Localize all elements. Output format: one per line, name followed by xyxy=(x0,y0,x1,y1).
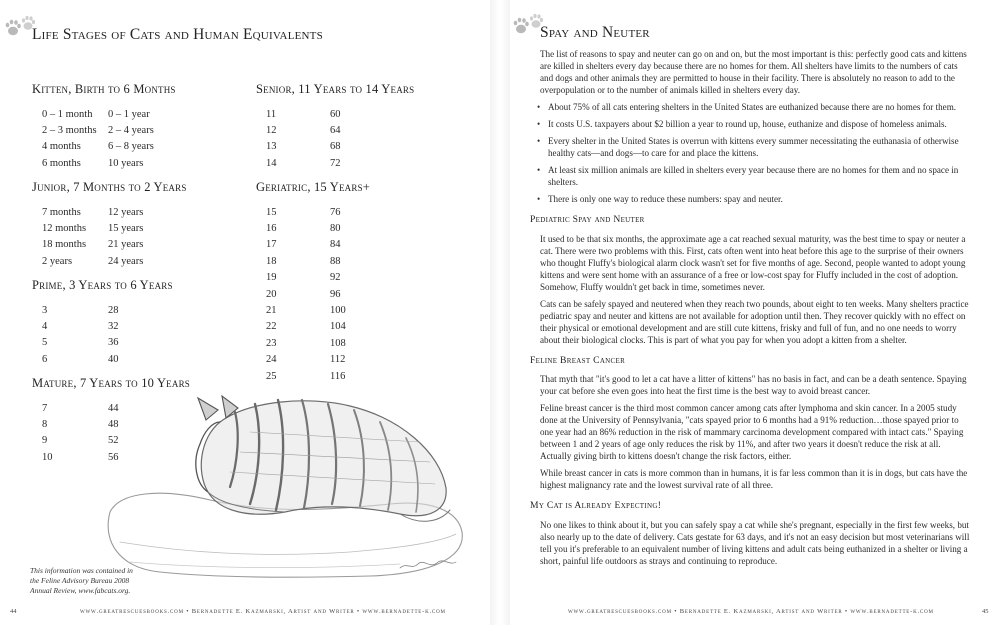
page-number: 45 xyxy=(982,608,989,615)
human-age: 88 xyxy=(330,255,341,267)
cat-age: 14 xyxy=(266,157,277,169)
table-row xyxy=(32,139,176,155)
table-row xyxy=(32,335,173,351)
article-body xyxy=(530,48,972,572)
table-row xyxy=(256,286,370,302)
human-age: 36 xyxy=(108,337,119,349)
table-row xyxy=(32,302,173,318)
list-item: • Every shelter in the United States is overrun with kittens every summer necessitating the euthanasia of otherwise healthy cats—and dogs—to care for and place the kittens. xyxy=(540,135,972,159)
table-row xyxy=(256,352,370,368)
stage-heading: Junior, 7 Months to 2 Years xyxy=(32,180,187,194)
cat-age: 16 xyxy=(266,223,277,235)
table-row xyxy=(256,253,370,269)
cat-age: 10 xyxy=(42,451,53,463)
table-row xyxy=(256,204,370,220)
human-age: 32 xyxy=(108,321,119,333)
list-item: • At least six million animals are killed in shelters every year because there are no homes for them and no space in shelters. xyxy=(540,164,972,188)
human-age: 112 xyxy=(330,354,346,366)
cat-age: 9 xyxy=(42,435,48,447)
page-number: 44 xyxy=(10,608,17,615)
cat-age: 17 xyxy=(266,239,277,251)
cat-age: 22 xyxy=(266,321,277,333)
cat-age: 6 months xyxy=(42,157,81,169)
stage-kitten xyxy=(32,82,176,172)
stage-geriatric xyxy=(256,180,370,384)
table-row xyxy=(256,368,370,384)
page-title: Spay and Neuter xyxy=(540,24,650,41)
human-age: 92 xyxy=(330,272,341,284)
human-age: 15 years xyxy=(108,223,144,235)
human-age: 100 xyxy=(330,305,346,317)
stage-heading: Senior, 11 Years to 14 Years xyxy=(256,82,415,96)
table-row xyxy=(32,155,176,171)
paragraph: That myth that "it's good to let a cat have a litter of kittens" has no basis in fact, and can be a death sentence. Spaying your cat before she even goes into heat the first time is the best way to avoid breast cancer. xyxy=(540,374,967,397)
table-row xyxy=(32,351,173,367)
human-age: 44 xyxy=(108,402,119,414)
human-age: 2 – 4 years xyxy=(108,125,154,137)
table-row xyxy=(32,318,173,334)
intro-paragraph: The list of reasons to spay and neuter can go on and on, but the most important is this: perfectly good cats and kittens are killed in shelters every day because there are no homes for them. All shelters have limits to the numbers of cats and dogs and other animals they are permitted to house in their facility. There is absolutely no reason to add to the overpopulation or to the number of animals killed in shelters every day. xyxy=(540,49,967,95)
paragraph: While breast cancer in cats is more common than in humans, it is far less common than it is in dogs, but cats have the highest malignancy rate and the lowest survival rate of all three. xyxy=(540,468,968,491)
table-row xyxy=(256,155,414,171)
cat-age: 23 xyxy=(266,337,277,349)
human-age: 76 xyxy=(330,206,341,218)
paragraph: It used to be that six months, the approximate age a cat reached sexual maturity, was the best time to spay or neuter a cat. There were two problems with this. First, cats often went into heat before this age to the surprise of their owners who thought Fluffy's biological alarm clock wasn't set for five months of age. Second, people wanted to adopt young kittens and were sent home with an assurance of a free or low-cost spay for Fluffy included in the cost of adoption. Somehow, Fluffy wouldn't get back in time, sometimes never. xyxy=(540,233,966,292)
list-item: • It costs U.S. taxpayers about $2 billion a year to round up, house, euthanize and dispose of homeless animals. xyxy=(540,118,972,130)
human-age: 52 xyxy=(108,435,119,447)
table-row xyxy=(32,237,187,253)
stage-heading: Kitten, Birth to 6 Months xyxy=(32,82,176,96)
section-heading: My Cat is Already Expecting! xyxy=(530,500,662,512)
table-row xyxy=(256,139,414,155)
human-age: 10 years xyxy=(108,157,144,169)
page-footer: www.greatrescuesbooks.com • Bernadette E. Kazmarski, Artist and Writer • www.bernadette-k.com xyxy=(80,608,446,615)
paragraph: Cats can be safely spayed and neutered when they reach two pounds, about eight to ten weeks. Many shelters practice pediatric spay and neuter and kittens are not available for adoption until then. They recover quickly with no effect on their physical or emotional development and are still cute kittens, frisky and full of fun, and no one needs to worry about their biological clocks. This is part of what you pay for when you adopt a kitten from a shelter. xyxy=(540,298,969,345)
cat-age: 4 months xyxy=(42,141,81,153)
cat-age: 3 xyxy=(42,304,48,316)
cat-age: 24 xyxy=(266,354,277,366)
human-age: 40 xyxy=(108,353,119,365)
section-heading: Pediatric Spay and Neuter xyxy=(530,214,645,225)
human-age: 24 years xyxy=(108,255,144,267)
stage-senior xyxy=(256,82,414,172)
section-heading: Feline Breast Cancer xyxy=(530,354,626,366)
left-page xyxy=(0,0,490,625)
table-row xyxy=(32,220,187,236)
human-age: 68 xyxy=(330,141,341,153)
table-row xyxy=(256,302,370,318)
stage-heading: Prime, 3 Years to 6 Years xyxy=(32,278,173,292)
human-age: 56 xyxy=(108,451,119,463)
table-row xyxy=(32,204,187,220)
table-row xyxy=(256,122,414,138)
list-item: • About 75% of all cats entering shelters in the United States are euthanized because there are no homes for them. xyxy=(540,101,972,113)
stage-prime xyxy=(32,278,173,368)
table-row xyxy=(32,106,176,122)
cat-age: 7 months xyxy=(42,206,81,218)
human-age: 6 – 8 years xyxy=(108,141,154,153)
page-title: Life Stages of Cats and Human Equivalents xyxy=(32,26,323,43)
sleeping-cat-sketch xyxy=(100,392,470,582)
paragraph: Feline breast cancer is the third most common cancer among cats after lymphoma and skin cancer. In a 2005 study done at the University of Pennsylvania, "cats spayed prior to 6 months had a 91% reduction…those spayed prior to one year had an 86% reduction in the risk of mammary carcinoma development compared with intact cats." Spaying between 1 and 2 years of age only reduces the risk by 11%, and after two years it doesn't reduce the risk at all. Actually giving birth to kittens doesn't change the risk factors, either. xyxy=(540,403,964,462)
human-age: 12 years xyxy=(108,206,144,218)
table-row xyxy=(256,106,414,122)
cat-age: 12 months xyxy=(42,223,87,235)
cat-age: 0 – 1 month xyxy=(42,108,93,120)
list-item: • There is only one way to reduce these numbers: spay and neuter. xyxy=(540,193,972,205)
source-credit: This information was contained in the Feline Advisory Bureau 2008 Annual Review, www.fabcats.org. xyxy=(30,566,133,595)
table-row xyxy=(256,335,370,351)
table-row xyxy=(32,253,187,269)
book-gutter xyxy=(490,0,510,625)
table-row xyxy=(32,122,176,138)
human-age: 80 xyxy=(330,223,341,235)
cat-age: 19 xyxy=(266,272,277,284)
cat-age: 25 xyxy=(266,370,277,382)
cat-age: 2 – 3 months xyxy=(42,125,97,137)
paragraph: No one likes to think about it, but you can safely spay a cat while she's pregnant, especially in the first few weeks, but also nearly up to the date of delivery. Cats gestate for 63 days, and it's not an easy decision but most veterinarians will tell you it's preferable to an equivalent number of living kittens and adult cats being euthanized in a shelter or living a short, painful life outdoors as strays and continuing to reproduce. xyxy=(540,519,970,566)
right-page xyxy=(510,0,1000,625)
table-row xyxy=(256,237,370,253)
cat-age: 21 xyxy=(266,305,277,317)
human-age: 96 xyxy=(330,288,341,300)
cat-age: 4 xyxy=(42,321,48,333)
facts-list xyxy=(540,101,972,205)
cat-age: 18 xyxy=(266,255,277,267)
stage-junior xyxy=(32,180,187,270)
human-age: 72 xyxy=(330,157,341,169)
cat-age: 2 years xyxy=(42,255,73,267)
table-row xyxy=(256,319,370,335)
stage-heading: Mature, 7 Years to 10 Years xyxy=(32,376,190,390)
cat-age: 11 xyxy=(266,108,277,120)
human-age: 48 xyxy=(108,419,119,431)
human-age: 116 xyxy=(330,370,346,382)
cat-age: 18 months xyxy=(42,239,87,251)
human-age: 84 xyxy=(330,239,341,251)
cat-age: 8 xyxy=(42,419,48,431)
human-age: 64 xyxy=(330,125,341,137)
human-age: 28 xyxy=(108,304,119,316)
table-row xyxy=(256,270,370,286)
cat-age: 20 xyxy=(266,288,277,300)
cat-age: 15 xyxy=(266,206,277,218)
stage-heading: Geriatric, 15 Years+ xyxy=(256,180,371,194)
table-row xyxy=(256,220,370,236)
human-age: 0 – 1 year xyxy=(108,108,150,120)
cat-age: 7 xyxy=(42,402,48,414)
page-footer: www.greatrescuesbooks.com • Bernadette E. Kazmarski, Artist and Writer • www.bernadette-k.com xyxy=(568,608,934,615)
human-age: 108 xyxy=(330,337,346,349)
cat-age: 5 xyxy=(42,337,48,349)
human-age: 104 xyxy=(330,321,346,333)
human-age: 21 years xyxy=(108,239,144,251)
human-age: 60 xyxy=(330,108,341,120)
cat-age: 12 xyxy=(266,125,277,137)
cat-age: 6 xyxy=(42,353,48,365)
cat-age: 13 xyxy=(266,141,277,153)
